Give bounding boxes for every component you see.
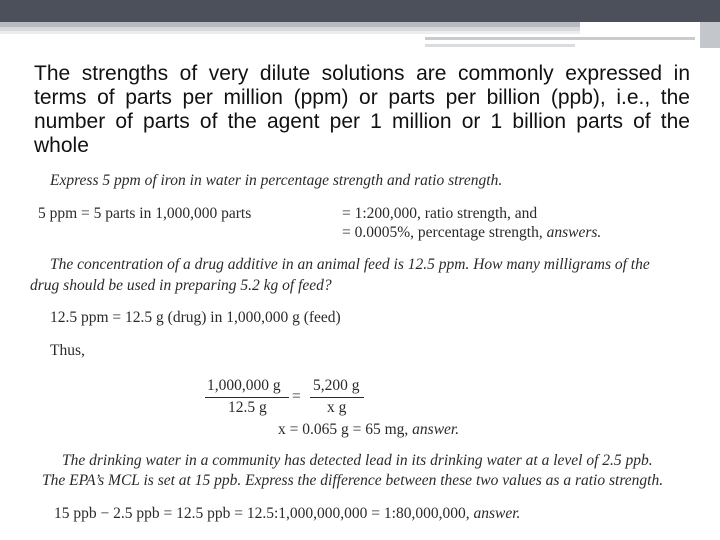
- fraction-bar: [310, 397, 364, 398]
- decor-stripe: [425, 44, 575, 47]
- example1-answer-percentage: [342, 224, 601, 242]
- answer-tag: answer.: [412, 421, 460, 438]
- example3-question-line2: The EPA’s MCL is set at 15 ppb. Express the difference between these two values as a ratio strength.: [42, 472, 664, 489]
- decor-stripe: [425, 37, 695, 40]
- answer-tag: answer.: [473, 505, 521, 522]
- example1-equation: 5 ppm = 5 parts in 1,000,000 parts: [38, 205, 252, 222]
- example2-question-line2: drug should be used in preparing 5.2 kg of feed?: [30, 277, 332, 294]
- title-bar: [0, 0, 720, 22]
- decor-stripe: [0, 31, 580, 34]
- fraction-left-numerator: 1,000,000 g: [207, 377, 281, 394]
- fraction-bar: [205, 397, 289, 398]
- example2-step: 12.5 ppm = 12.5 g (drug) in 1,000,000 g (feed): [50, 309, 341, 326]
- answer-value: 15 ppb − 2.5 ppb = 12.5 ppb = 12.5:1,000,000,000 = 1:80,000,000,: [54, 505, 470, 522]
- example2-thus: Thus,: [50, 342, 85, 359]
- answer-value: = 0.0005%, percentage strength,: [342, 224, 543, 241]
- decor-block: [700, 22, 720, 48]
- example1-question: Express 5 ppm of iron in water in percentage strength and ratio strength.: [50, 172, 503, 189]
- fraction-right-denominator: x g: [327, 399, 347, 416]
- answer-value: x = 0.065 g = 65 mg,: [278, 421, 409, 438]
- example3-question-line1: The drinking water in a community has detected lead in its drinking water at a level of 2.5 ppb.: [62, 452, 653, 469]
- example2-question-line1: The concentration of a drug additive in an animal feed is 12.5 ppm. How many milligrams of the: [50, 256, 650, 273]
- example2-result: [278, 421, 459, 439]
- example1-answer-ratio: = 1:200,000, ratio strength, and: [342, 205, 538, 222]
- intro-paragraph: The strengths of very dilute solutions are commonly expressed in terms of parts per million (ppm) or parts per billion (ppb), i.e., the number of parts of the agent per 1 million or 1 billion parts of the whole: [34, 62, 690, 157]
- answer-tag: answers.: [546, 224, 602, 241]
- example3-calculation: [54, 505, 520, 523]
- fraction-right-numerator: 5,200 g: [313, 377, 360, 394]
- fraction-left-denominator: 12.5 g: [228, 399, 267, 416]
- fraction-equals: =: [292, 388, 301, 405]
